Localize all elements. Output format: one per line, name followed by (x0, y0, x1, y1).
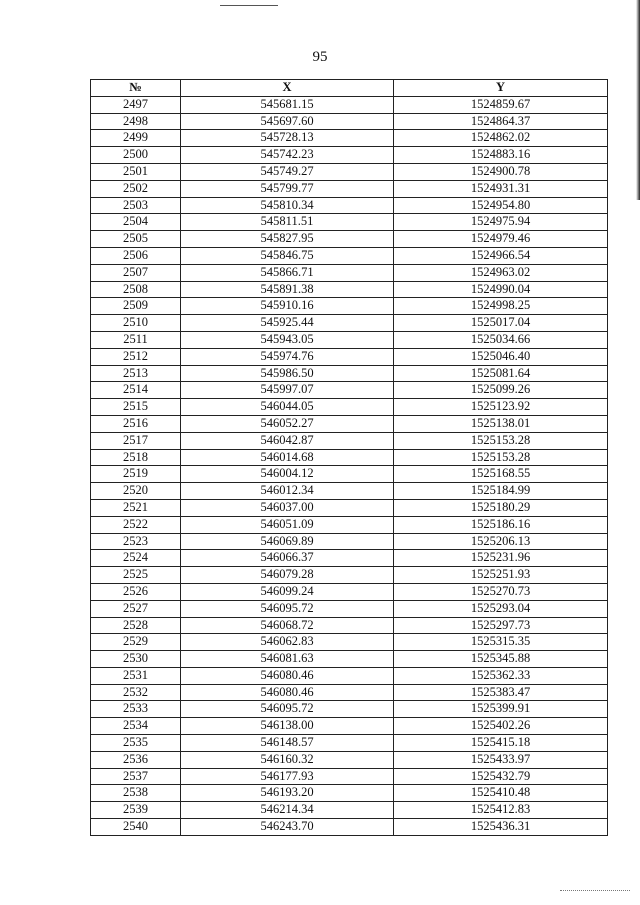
cell-y: 1524859.67 (394, 96, 608, 113)
cell-number: 2516 (91, 415, 181, 432)
cell-x: 546177.93 (181, 768, 394, 785)
cell-x: 546080.46 (181, 667, 394, 684)
cell-y: 1525402.26 (394, 718, 608, 735)
cell-x: 546069.89 (181, 533, 394, 550)
cell-y: 1525297.73 (394, 617, 608, 634)
table-row (91, 634, 608, 651)
table-row (91, 130, 608, 147)
table-row (91, 214, 608, 231)
cell-number: 2529 (91, 634, 181, 651)
table-row (91, 315, 608, 332)
cell-y: 1525046.40 (394, 348, 608, 365)
cell-y: 1524998.25 (394, 298, 608, 315)
table-row (91, 365, 608, 382)
table-row (91, 768, 608, 785)
table-row (91, 701, 608, 718)
cell-x: 545799.77 (181, 180, 394, 197)
cell-number: 2540 (91, 819, 181, 836)
cell-number: 2504 (91, 214, 181, 231)
cell-x: 546066.37 (181, 550, 394, 567)
table-row (91, 499, 608, 516)
cell-y: 1525432.79 (394, 768, 608, 785)
table-row (91, 348, 608, 365)
cell-number: 2525 (91, 567, 181, 584)
cell-x: 546042.87 (181, 432, 394, 449)
table-row (91, 483, 608, 500)
scan-artifact-line (220, 5, 278, 6)
cell-number: 2505 (91, 231, 181, 248)
table-row (91, 264, 608, 281)
cell-y: 1524864.37 (394, 113, 608, 130)
cell-y: 1525017.04 (394, 315, 608, 332)
table-row (91, 432, 608, 449)
column-header-number: № (91, 80, 181, 97)
cell-x: 546081.63 (181, 651, 394, 668)
table-row (91, 785, 608, 802)
cell-number: 2521 (91, 499, 181, 516)
table-row (91, 466, 608, 483)
cell-y: 1525415.18 (394, 735, 608, 752)
cell-x: 546214.34 (181, 802, 394, 819)
cell-number: 2517 (91, 432, 181, 449)
table-row (91, 567, 608, 584)
cell-x: 545866.71 (181, 264, 394, 281)
cell-number: 2502 (91, 180, 181, 197)
cell-number: 2523 (91, 533, 181, 550)
cell-x: 545742.23 (181, 147, 394, 164)
cell-x: 546012.34 (181, 483, 394, 500)
scan-artifact-dots (560, 890, 630, 892)
cell-number: 2533 (91, 701, 181, 718)
cell-number: 2531 (91, 667, 181, 684)
table-row (91, 651, 608, 668)
cell-x: 545749.27 (181, 163, 394, 180)
cell-x: 546080.46 (181, 684, 394, 701)
cell-number: 2514 (91, 382, 181, 399)
table-row (91, 180, 608, 197)
cell-x: 546068.72 (181, 617, 394, 634)
cell-x: 545811.51 (181, 214, 394, 231)
cell-number: 2507 (91, 264, 181, 281)
cell-number: 2511 (91, 331, 181, 348)
table-row (91, 600, 608, 617)
cell-x: 546052.27 (181, 415, 394, 432)
cell-y: 1524990.04 (394, 281, 608, 298)
cell-x: 545810.34 (181, 197, 394, 214)
cell-number: 2519 (91, 466, 181, 483)
cell-number: 2536 (91, 751, 181, 768)
table-row (91, 113, 608, 130)
cell-x: 546243.70 (181, 819, 394, 836)
cell-number: 2512 (91, 348, 181, 365)
cell-number: 2528 (91, 617, 181, 634)
cell-number: 2532 (91, 684, 181, 701)
cell-y: 1525436.31 (394, 819, 608, 836)
table-row (91, 667, 608, 684)
cell-x: 546099.24 (181, 583, 394, 600)
cell-x: 545681.15 (181, 96, 394, 113)
cell-y: 1525034.66 (394, 331, 608, 348)
cell-y: 1525138.01 (394, 415, 608, 432)
table-row (91, 751, 608, 768)
cell-y: 1525315.35 (394, 634, 608, 651)
cell-number: 2537 (91, 768, 181, 785)
cell-x: 546193.20 (181, 785, 394, 802)
cell-y: 1524954.80 (394, 197, 608, 214)
cell-y: 1524963.02 (394, 264, 608, 281)
table-row (91, 449, 608, 466)
cell-number: 2510 (91, 315, 181, 332)
cell-x: 546051.09 (181, 516, 394, 533)
cell-y: 1525383.47 (394, 684, 608, 701)
cell-y: 1525168.55 (394, 466, 608, 483)
cell-x: 546004.12 (181, 466, 394, 483)
cell-number: 2520 (91, 483, 181, 500)
table-row (91, 331, 608, 348)
cell-x: 545986.50 (181, 365, 394, 382)
cell-x: 545925.44 (181, 315, 394, 332)
cell-y: 1524966.54 (394, 247, 608, 264)
cell-number: 2509 (91, 298, 181, 315)
cell-y: 1525081.64 (394, 365, 608, 382)
coordinates-table (90, 79, 608, 836)
cell-y: 1525231.96 (394, 550, 608, 567)
cell-y: 1525270.73 (394, 583, 608, 600)
cell-y: 1524931.31 (394, 180, 608, 197)
cell-y: 1525180.29 (394, 499, 608, 516)
table-row (91, 550, 608, 567)
cell-number: 2530 (91, 651, 181, 668)
cell-number: 2513 (91, 365, 181, 382)
cell-number: 2524 (91, 550, 181, 567)
table-row (91, 533, 608, 550)
table-row (91, 247, 608, 264)
cell-number: 2506 (91, 247, 181, 264)
cell-number: 2526 (91, 583, 181, 600)
cell-number: 2501 (91, 163, 181, 180)
cell-y: 1525433.97 (394, 751, 608, 768)
cell-y: 1525345.88 (394, 651, 608, 668)
table-row (91, 281, 608, 298)
cell-number: 2535 (91, 735, 181, 752)
cell-x: 546014.68 (181, 449, 394, 466)
table-row (91, 718, 608, 735)
cell-number: 2500 (91, 147, 181, 164)
cell-y: 1525293.04 (394, 600, 608, 617)
cell-number: 2508 (91, 281, 181, 298)
cell-y: 1525362.33 (394, 667, 608, 684)
table-row (91, 802, 608, 819)
column-header-y: Y (394, 80, 608, 97)
cell-y: 1525206.13 (394, 533, 608, 550)
cell-x: 545997.07 (181, 382, 394, 399)
cell-x: 546160.32 (181, 751, 394, 768)
cell-x: 546095.72 (181, 701, 394, 718)
table-row (91, 684, 608, 701)
cell-number: 2497 (91, 96, 181, 113)
table-row (91, 147, 608, 164)
cell-x: 545943.05 (181, 331, 394, 348)
table-row (91, 163, 608, 180)
cell-x: 546148.57 (181, 735, 394, 752)
table-row (91, 382, 608, 399)
cell-number: 2499 (91, 130, 181, 147)
cell-x: 546095.72 (181, 600, 394, 617)
table-row (91, 516, 608, 533)
cell-x: 546062.83 (181, 634, 394, 651)
cell-number: 2539 (91, 802, 181, 819)
cell-y: 1525123.92 (394, 399, 608, 416)
cell-y: 1524979.46 (394, 231, 608, 248)
cell-y: 1525184.99 (394, 483, 608, 500)
table-row (91, 819, 608, 836)
table-body (91, 96, 608, 835)
cell-y: 1525099.26 (394, 382, 608, 399)
cell-number: 2522 (91, 516, 181, 533)
cell-x: 546044.05 (181, 399, 394, 416)
table-row (91, 735, 608, 752)
cell-y: 1524883.16 (394, 147, 608, 164)
cell-x: 546037.00 (181, 499, 394, 516)
cell-x: 546138.00 (181, 718, 394, 735)
table-row (91, 298, 608, 315)
cell-y: 1525153.28 (394, 432, 608, 449)
cell-x: 545846.75 (181, 247, 394, 264)
table-row (91, 415, 608, 432)
table-row (91, 583, 608, 600)
table-header-row (91, 80, 608, 97)
table-row (91, 399, 608, 416)
cell-number: 2498 (91, 113, 181, 130)
cell-x: 545827.95 (181, 231, 394, 248)
cell-x: 545728.13 (181, 130, 394, 147)
cell-x: 545910.16 (181, 298, 394, 315)
cell-number: 2518 (91, 449, 181, 466)
cell-number: 2515 (91, 399, 181, 416)
cell-x: 545697.60 (181, 113, 394, 130)
table-row (91, 96, 608, 113)
cell-y: 1525412.83 (394, 802, 608, 819)
column-header-x: X (181, 80, 394, 97)
cell-y: 1525399.91 (394, 701, 608, 718)
table-row (91, 231, 608, 248)
cell-y: 1524862.02 (394, 130, 608, 147)
cell-x: 545974.76 (181, 348, 394, 365)
cell-y: 1524900.78 (394, 163, 608, 180)
cell-x: 545891.38 (181, 281, 394, 298)
cell-number: 2538 (91, 785, 181, 802)
page-number: 95 (312, 49, 328, 65)
cell-y: 1525251.93 (394, 567, 608, 584)
table-row (91, 197, 608, 214)
cell-number: 2527 (91, 600, 181, 617)
cell-y: 1525186.16 (394, 516, 608, 533)
cell-number: 2503 (91, 197, 181, 214)
cell-number: 2534 (91, 718, 181, 735)
cell-y: 1525153.28 (394, 449, 608, 466)
cell-y: 1524975.94 (394, 214, 608, 231)
cell-x: 546079.28 (181, 567, 394, 584)
scan-artifact-edge (636, 0, 640, 200)
table-row (91, 617, 608, 634)
cell-y: 1525410.48 (394, 785, 608, 802)
